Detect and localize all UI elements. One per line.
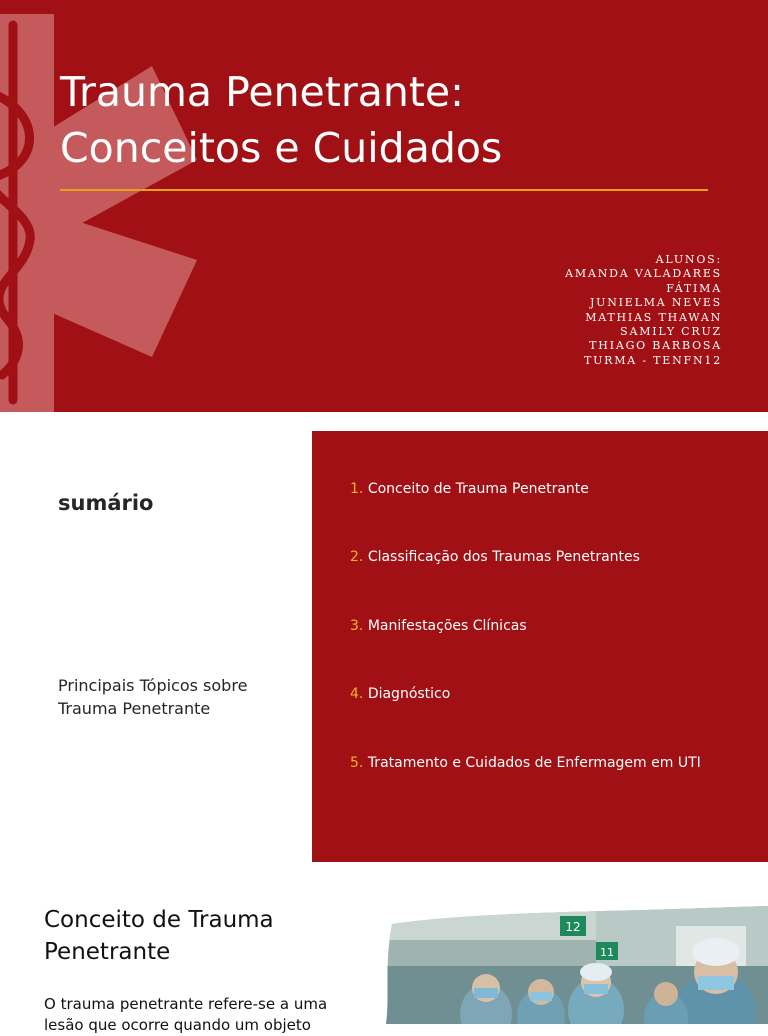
summary-left-panel — [0, 431, 312, 862]
student-name: AMANDA VALADARES — [565, 267, 722, 281]
topic-item — [350, 616, 720, 637]
hospital-team-photo — [386, 906, 768, 1024]
student-name: MATHIAS THAWAN — [585, 310, 722, 324]
concept-body-text: O trauma penetrante refere-se a uma lesão que ocorre quando um objeto — [44, 995, 328, 1034]
class-code: TURMA - TENFN12 — [583, 353, 722, 367]
photo-sign-number: 12 — [565, 920, 581, 934]
concept-slide — [0, 880, 768, 1034]
student-name: FÁTIMA — [666, 281, 722, 295]
cover-slide — [0, 0, 768, 412]
topic-label: Tratamento e Cuidados de Enfermagem em UTI — [367, 755, 701, 771]
topic-label: Conceito de Trauma Penetrante — [367, 481, 589, 497]
topic-item — [350, 684, 720, 705]
topic-number: 5. — [350, 755, 364, 771]
star-of-life-icon — [0, 0, 200, 412]
students-heading: ALUNOS: — [655, 253, 722, 266]
summary-heading: sumário — [58, 491, 154, 515]
title-divider — [60, 189, 708, 191]
photo-sign-number: 11 — [600, 946, 614, 959]
topic-item — [350, 547, 720, 568]
title-line-1: Trauma Penetrante: — [60, 68, 464, 116]
title-line-2: Conceitos e Cuidados — [60, 124, 503, 172]
topic-label: Classificação dos Traumas Penetrantes — [367, 549, 640, 565]
topic-label: Diagnóstico — [367, 686, 451, 702]
topic-number: 3. — [350, 618, 364, 634]
summary-topics-panel — [312, 431, 768, 862]
student-name: JUNIELMA NEVES — [589, 296, 722, 310]
topic-item — [350, 753, 720, 774]
summary-slide — [0, 431, 768, 862]
topic-label: Manifestações Clínicas — [367, 618, 527, 634]
students-list — [402, 253, 722, 368]
topic-number: 2. — [350, 549, 364, 565]
presentation-title — [60, 64, 700, 176]
topic-number: 1. — [350, 481, 364, 497]
student-name: SAMILY CRUZ — [620, 325, 722, 339]
topic-number: 4. — [350, 686, 364, 702]
concept-title: Conceito de Trauma Penetrante — [44, 907, 274, 965]
student-name: THIAGO BARBOSA — [589, 339, 722, 353]
summary-subtitle: Principais Tópicos sobre Trauma Penetrante — [58, 676, 248, 718]
topic-item — [350, 479, 720, 500]
